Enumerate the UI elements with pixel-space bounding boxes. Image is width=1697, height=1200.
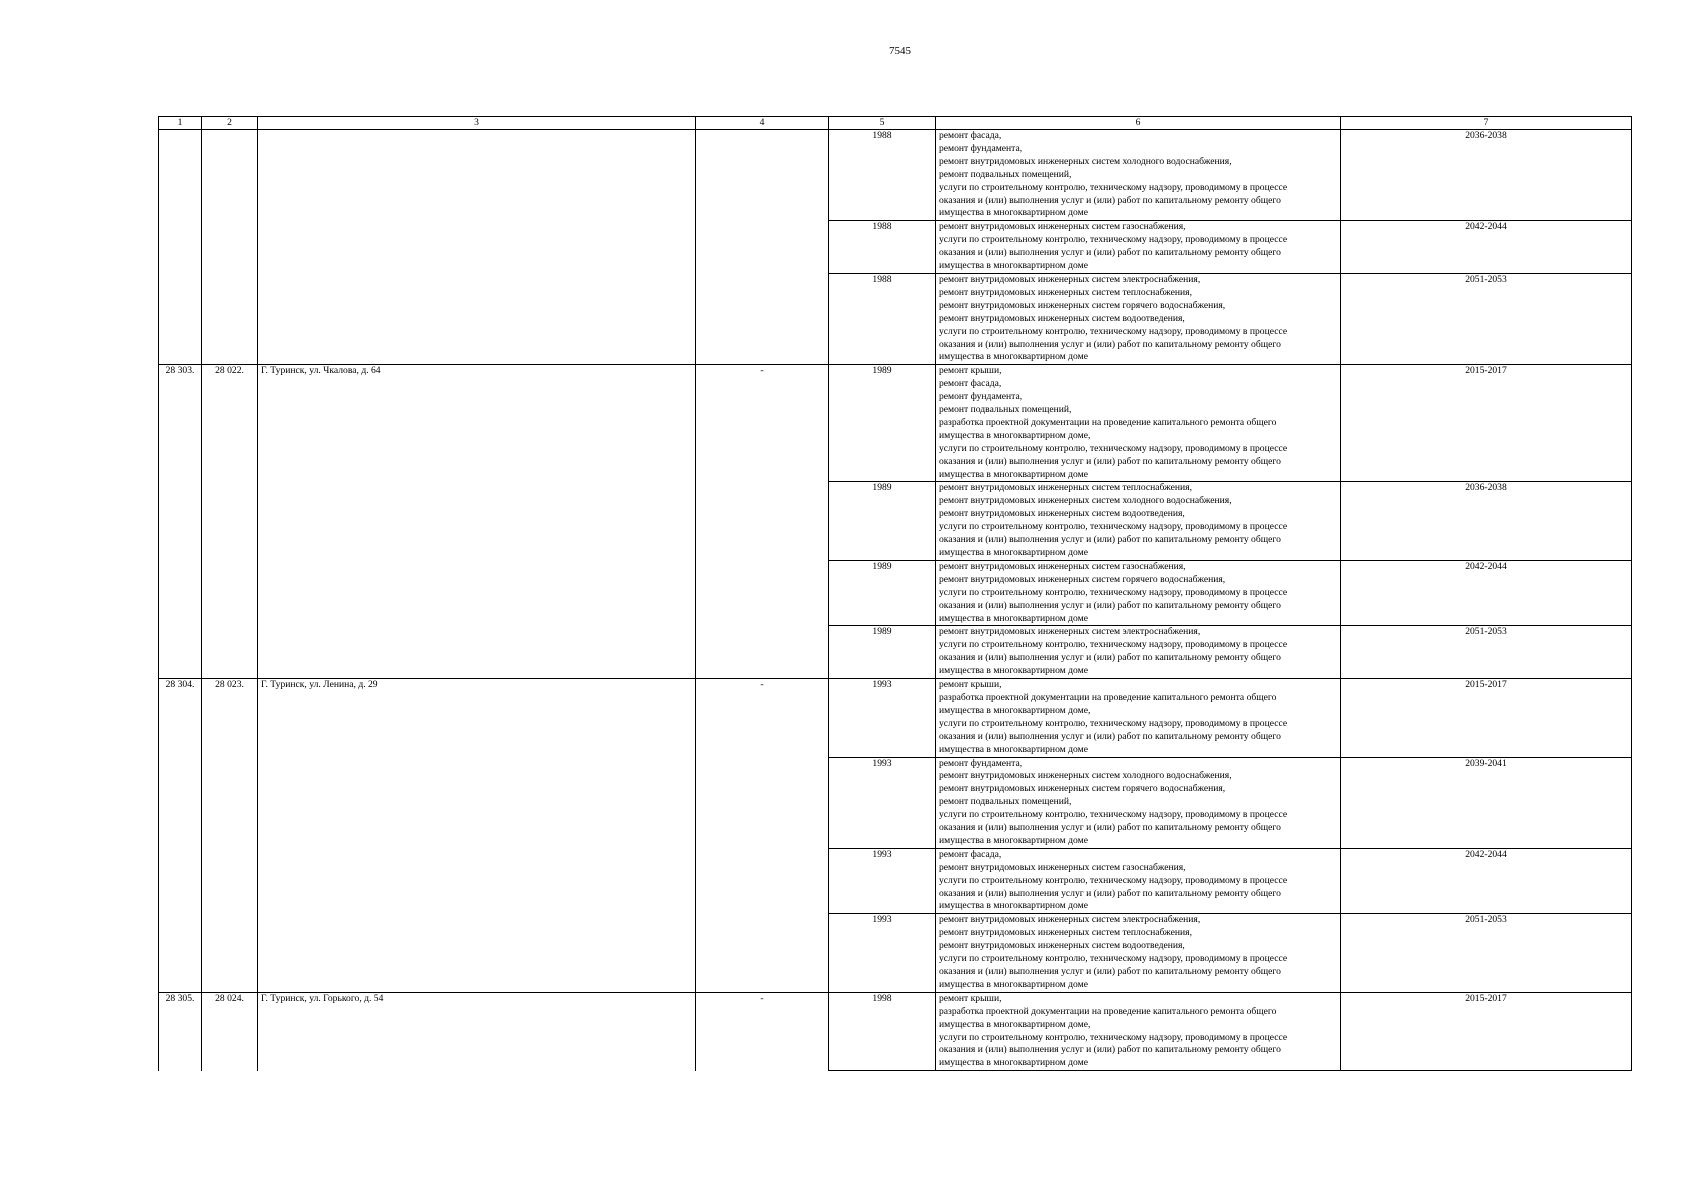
column-4-cell: - bbox=[696, 679, 829, 993]
work-item: оказания и (или) выполнения услуг и (или) работ по капитальному ремонту общего bbox=[939, 247, 1281, 259]
work-item: услуги по строительному контролю, техническому надзору, проводимому в процессе bbox=[939, 521, 1288, 533]
period-cell: 2015-2017 bbox=[1341, 365, 1632, 482]
work-item: оказания и (или) выполнения услуг и (или) работ по капитальному ремонту общего bbox=[939, 455, 1281, 467]
column-header: 6 bbox=[936, 117, 1341, 130]
record-number-cell: 28 303. bbox=[159, 365, 202, 679]
work-item: имущества в многоквартирном доме bbox=[939, 743, 1088, 755]
year-cell: 1993 bbox=[829, 679, 936, 757]
work-item: имущества в многоквартирном доме bbox=[939, 351, 1088, 363]
work-item: услуги по строительному контролю, техническому надзору, проводимому в процессе bbox=[939, 234, 1288, 246]
work-item: имущества в многоквартирном доме, bbox=[939, 1018, 1091, 1030]
record-code-cell: 28 023. bbox=[202, 679, 258, 993]
record-code-cell: 28 024. bbox=[202, 992, 258, 1070]
work-item: ремонт подвальных помещений, bbox=[939, 168, 1072, 180]
work-item: разработка проектной документации на проведение капитального ремонта общего bbox=[939, 1005, 1277, 1017]
period-cell: 2051-2053 bbox=[1341, 273, 1632, 364]
period-cell: 2051-2053 bbox=[1341, 626, 1632, 679]
works-cell bbox=[936, 221, 1341, 274]
work-item: имущества в многоквартирном доме bbox=[939, 547, 1088, 558]
address-cell: Г. Туринск, ул. Чкалова, д. 64 bbox=[258, 365, 696, 679]
work-item: оказания и (или) выполнения услуг и (или) работ по капитальному ремонту общего bbox=[939, 966, 1281, 977]
work-item: имущества в многоквартирном доме bbox=[939, 612, 1088, 624]
column-header: 4 bbox=[696, 117, 829, 130]
column-number-row bbox=[159, 117, 1632, 130]
year-cell: 1989 bbox=[829, 626, 936, 679]
work-item: имущества в многоквартирном доме bbox=[939, 468, 1088, 480]
year-cell: 1989 bbox=[829, 560, 936, 626]
year-cell: 1988 bbox=[829, 221, 936, 274]
work-item: ремонт внутридомовых инженерных систем горячего водоснабжения, bbox=[939, 299, 1226, 311]
work-item: ремонт внутридомовых инженерных систем электроснабжения, bbox=[939, 626, 1201, 638]
record-number-cell: 28 305. bbox=[159, 992, 202, 1070]
work-item: ремонт внутридомовых инженерных систем холодного водоснабжения, bbox=[939, 770, 1232, 782]
address-cell: Г. Туринск, ул. Горького, д. 54 bbox=[258, 992, 696, 1070]
year-cell: 1989 bbox=[829, 482, 936, 560]
period-cell: 2042-2044 bbox=[1341, 848, 1632, 914]
work-item: ремонт фасада, bbox=[939, 130, 1002, 141]
work-item: ремонт подвальных помещений, bbox=[939, 796, 1072, 808]
work-item: услуги по строительному контролю, техническому надзору, проводимому в процессе bbox=[939, 717, 1288, 729]
page-number: 7545 bbox=[889, 45, 911, 57]
period-cell: 2036-2038 bbox=[1341, 482, 1632, 560]
table-row bbox=[159, 130, 1632, 221]
work-item: оказания и (или) выполнения услуг и (или) работ по капитальному ремонту общего bbox=[939, 822, 1281, 834]
work-item: имущества в многоквартирном доме bbox=[939, 834, 1088, 846]
work-item: ремонт внутридомовых инженерных систем горячего водоснабжения, bbox=[939, 783, 1226, 795]
work-item: разработка проектной документации на проведение капитального ремонта общего bbox=[939, 416, 1277, 428]
column-header: 2 bbox=[202, 117, 258, 130]
works-cell bbox=[936, 679, 1341, 757]
column-header: 1 bbox=[159, 117, 202, 130]
period-cell: 2015-2017 bbox=[1341, 992, 1632, 1070]
period-cell: 2042-2044 bbox=[1341, 221, 1632, 274]
period-cell: 2015-2017 bbox=[1341, 679, 1632, 757]
work-item: имущества в многоквартирном доме, bbox=[939, 704, 1091, 716]
works-cell bbox=[936, 757, 1341, 848]
work-item: ремонт внутридомовых инженерных систем теплоснабжения, bbox=[939, 927, 1192, 939]
year-cell: 1988 bbox=[829, 130, 936, 221]
work-item: оказания и (или) выполнения услуг и (или) работ по капитальному ремонту общего bbox=[939, 599, 1281, 611]
record-code-cell: 28 022. bbox=[202, 365, 258, 679]
work-item: ремонт внутридомовых инженерных систем водоотведения, bbox=[939, 508, 1185, 520]
work-item: ремонт фасада, bbox=[939, 848, 1002, 860]
work-item: ремонт подвальных помещений, bbox=[939, 404, 1072, 416]
table-body bbox=[159, 130, 1632, 1071]
table-row bbox=[159, 992, 1632, 1070]
works-cell bbox=[936, 482, 1341, 560]
work-item: услуги по строительному контролю, техническому надзору, проводимому в процессе bbox=[939, 639, 1288, 651]
work-item: ремонт внутридомовых инженерных систем водоотведения, bbox=[939, 312, 1185, 324]
work-item: ремонт фундамента, bbox=[939, 757, 1023, 769]
works-cell bbox=[936, 914, 1341, 992]
work-item: ремонт крыши, bbox=[939, 992, 1002, 1004]
work-item: ремонт внутридомовых инженерных систем холодного водоснабжения, bbox=[939, 155, 1232, 167]
work-item: ремонт внутридомовых инженерных систем газоснабжения, bbox=[939, 560, 1186, 572]
work-item: услуги по строительному контролю, техническому надзору, проводимому в процессе bbox=[939, 442, 1288, 454]
year-cell: 1993 bbox=[829, 757, 936, 848]
works-cell bbox=[936, 992, 1341, 1070]
work-item: услуги по строительному контролю, техническому надзору, проводимому в процессе bbox=[939, 874, 1288, 886]
work-item: оказания и (или) выполнения услуг и (или) работ по капитальному ремонту общего bbox=[939, 730, 1281, 742]
period-cell: 2042-2044 bbox=[1341, 560, 1632, 626]
work-item: имущества в многоквартирном доме, bbox=[939, 429, 1091, 441]
work-item: имущества в многоквартирном доме bbox=[939, 978, 1088, 990]
work-item: оказания и (или) выполнения услуг и (или) работ по капитальному ремонту общего bbox=[939, 1044, 1281, 1056]
column-header: 3 bbox=[258, 117, 696, 130]
works-cell bbox=[936, 365, 1341, 482]
works-cell bbox=[936, 560, 1341, 626]
work-item: ремонт фундамента, bbox=[939, 142, 1023, 154]
table-row bbox=[159, 679, 1632, 757]
period-cell: 2036-2038 bbox=[1341, 130, 1632, 221]
period-cell: 2039-2041 bbox=[1341, 757, 1632, 848]
work-item: услуги по строительному контролю, техническому надзору, проводимому в процессе bbox=[939, 586, 1288, 598]
work-item: ремонт фундамента, bbox=[939, 391, 1023, 403]
work-item: ремонт внутридомовых инженерных систем электроснабжения, bbox=[939, 273, 1201, 285]
work-item: ремонт внутридомовых инженерных систем горячего водоснабжения, bbox=[939, 573, 1226, 585]
year-cell: 1993 bbox=[829, 848, 936, 914]
year-cell: 1988 bbox=[829, 273, 936, 364]
work-item: разработка проектной документации на проведение капитального ремонта общего bbox=[939, 691, 1277, 703]
works-cell bbox=[936, 273, 1341, 364]
work-item: оказания и (или) выполнения услуг и (или) работ по капитальному ремонту общего bbox=[939, 194, 1281, 206]
work-item: ремонт внутридомовых инженерных систем холодного водоснабжения, bbox=[939, 495, 1232, 507]
repair-schedule-table bbox=[158, 116, 1632, 1071]
work-item: ремонт крыши, bbox=[939, 679, 1002, 691]
work-item: услуги по строительному контролю, техническому надзору, проводимому в процессе bbox=[939, 809, 1288, 821]
address-cell: Г. Туринск, ул. Ленина, д. 29 bbox=[258, 679, 696, 993]
work-item: имущества в многоквартирном доме bbox=[939, 1057, 1088, 1069]
work-item: имущества в многоквартирном доме bbox=[939, 260, 1088, 272]
work-item: оказания и (или) выполнения услуг и (или) работ по капитальному ремонту общего bbox=[939, 652, 1281, 664]
column-header: 7 bbox=[1341, 117, 1632, 130]
work-item: ремонт внутридомовых инженерных систем теплоснабжения, bbox=[939, 482, 1192, 494]
work-item: ремонт крыши, bbox=[939, 365, 1002, 377]
work-item: ремонт внутридомовых инженерных систем электроснабжения, bbox=[939, 914, 1201, 926]
work-item: услуги по строительному контролю, техническому надзору, проводимому в процессе bbox=[939, 953, 1288, 965]
work-item: оказания и (или) выполнения услуг и (или) работ по капитальному ремонту общего bbox=[939, 534, 1281, 546]
work-item: ремонт фасада, bbox=[939, 378, 1002, 390]
year-cell: 1993 bbox=[829, 914, 936, 992]
work-item: услуги по строительному контролю, техническому надзору, проводимому в процессе bbox=[939, 181, 1288, 193]
column-header: 5 bbox=[829, 117, 936, 130]
work-item: имущества в многоквартирном доме bbox=[939, 665, 1088, 677]
work-item: ремонт внутридомовых инженерных систем водоотведения, bbox=[939, 940, 1185, 952]
period-cell: 2051-2053 bbox=[1341, 914, 1632, 992]
record-number-cell bbox=[159, 130, 202, 365]
record-code-cell bbox=[202, 130, 258, 365]
work-item: ремонт внутридомовых инженерных систем газоснабжения, bbox=[939, 861, 1186, 873]
works-cell bbox=[936, 848, 1341, 914]
address-cell bbox=[258, 130, 696, 365]
column-4-cell bbox=[696, 130, 829, 365]
column-4-cell: - bbox=[696, 365, 829, 679]
works-cell bbox=[936, 626, 1341, 679]
work-item: имущества в многоквартирном доме bbox=[939, 900, 1088, 912]
work-item: ремонт внутридомовых инженерных систем газоснабжения, bbox=[939, 221, 1186, 233]
works-cell bbox=[936, 130, 1341, 221]
work-item: имущества в многоквартирном доме bbox=[939, 207, 1088, 219]
work-item: оказания и (или) выполнения услуг и (или) работ по капитальному ремонту общего bbox=[939, 338, 1281, 350]
column-4-cell: - bbox=[696, 992, 829, 1070]
year-cell: 1989 bbox=[829, 365, 936, 482]
work-item: оказания и (или) выполнения услуг и (или) работ по капитальному ремонту общего bbox=[939, 887, 1281, 899]
table-row bbox=[159, 365, 1632, 482]
work-item: ремонт внутридомовых инженерных систем теплоснабжения, bbox=[939, 286, 1192, 298]
work-item: услуги по строительному контролю, техническому надзору, проводимому в процессе bbox=[939, 325, 1288, 337]
work-item: услуги по строительному контролю, техническому надзору, проводимому в процессе bbox=[939, 1031, 1288, 1043]
record-number-cell: 28 304. bbox=[159, 679, 202, 993]
year-cell: 1998 bbox=[829, 992, 936, 1070]
